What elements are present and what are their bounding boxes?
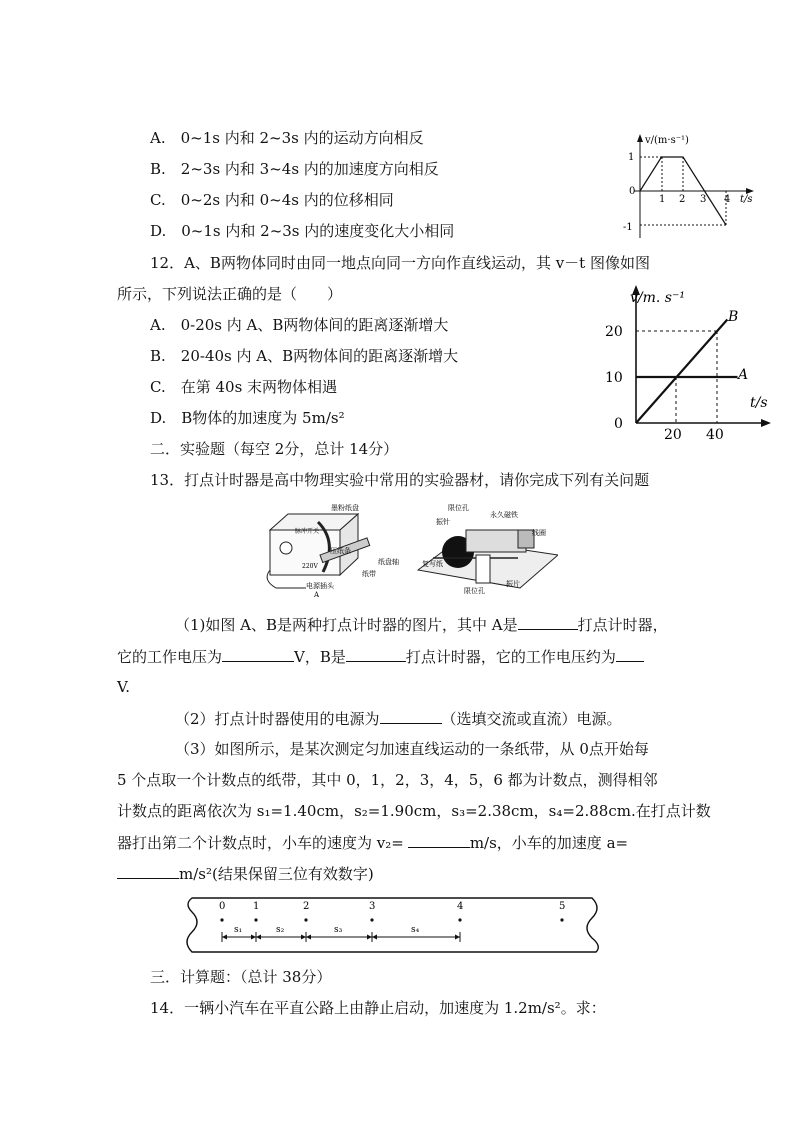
q12-xtick-40: 40 xyxy=(706,427,724,443)
q12-series-b-line xyxy=(636,320,727,424)
answer-blank-acceleration[interactable] xyxy=(117,862,179,879)
fig-a-label-a: A xyxy=(314,591,320,599)
fig-a-label-press-strip: 压纸条 xyxy=(330,547,351,555)
q11-xtick-3: 3 xyxy=(700,194,707,205)
q13-part1-text-c: 它的工作电压为 xyxy=(117,648,223,666)
q12-series-b-label: B xyxy=(728,309,739,325)
q13-part3-line2: 5 个点取一个计数点的纸带，其中 0，1，2，3，4，5，6 都为计数点，测得相邻 xyxy=(117,771,658,789)
answer-blank-b-voltage[interactable] xyxy=(616,645,644,662)
q11-vt-graph xyxy=(620,130,760,242)
tape-segment-label: s₂ xyxy=(276,925,285,935)
q11-y-arrow xyxy=(637,134,643,142)
fig-a-label-disc-axis: 纸盘轴 xyxy=(378,558,399,566)
tape-point-dot xyxy=(458,918,461,921)
tape-point-label: 3 xyxy=(369,901,376,912)
q13-part1-line2 xyxy=(117,645,644,668)
fig-a-label-toner-disc: 墨粉纸盘 xyxy=(331,504,359,512)
q11-option-b: B. 2~3s 内和 3~4s 内的加速度方向相反 xyxy=(150,160,439,178)
answer-blank-v2[interactable] xyxy=(408,831,470,848)
answer-blank-a-voltage[interactable] xyxy=(222,645,294,662)
q11-xtick-4: 4 xyxy=(724,194,731,205)
section3-heading: 三．计算题：（总计 38分） xyxy=(150,968,332,986)
q12-ytick-10: 10 xyxy=(605,370,623,386)
q14-stem: 14．一辆小汽车在平直公路上由静止启动，加速度为 1.2m/s²。求： xyxy=(150,999,606,1017)
tape-point-dot xyxy=(220,918,223,921)
figure-b-timer xyxy=(418,530,558,588)
q12-vt-graph xyxy=(596,283,776,443)
fig-b-label-limit-hole-bottom: 限位孔 xyxy=(464,587,485,595)
tape-point-dot xyxy=(304,918,307,921)
tape-segment-label: s₁ xyxy=(234,925,243,935)
q13-part3-line5 xyxy=(117,862,374,885)
fig-a-label-plug: 电源插头 xyxy=(306,582,334,590)
tape-point-label: 1 xyxy=(253,901,260,912)
q11-option-a: A. 0~1s 内和 2~3s 内的运动方向相反 xyxy=(150,129,424,147)
q13-part1-text-e: 打点计时器，它的工作电压约为 xyxy=(405,648,616,666)
q11-xlabel: t/s xyxy=(740,194,753,205)
q12-option-c: C. 在第 40s 末两物体相遇 xyxy=(150,378,338,396)
fig-a-label-pulse-switch: 脉冲开关 xyxy=(295,528,320,535)
answer-blank-power-type[interactable] xyxy=(380,707,442,724)
tape-point-dot xyxy=(370,918,373,921)
paper-tape-outline xyxy=(187,898,598,952)
tape-segment-label: s₄ xyxy=(411,925,420,935)
q12-xlabel: t/s xyxy=(750,395,768,411)
q11-ytick-0: 0 xyxy=(629,186,636,197)
fig-b-label-needle: 振针 xyxy=(436,518,450,526)
tape-point-dot xyxy=(560,918,563,921)
q12-x-arrow xyxy=(761,419,771,427)
q13-part2-text-b: （选填交流或直流）电源。 xyxy=(441,710,622,728)
q13-part2-text-a: （2）打点计时器使用的电源为 xyxy=(175,710,380,728)
q13-part3-line4 xyxy=(117,831,628,854)
q13-part2-line xyxy=(175,707,622,730)
q13-timer-figures xyxy=(258,500,558,600)
pulse-switch-icon xyxy=(280,542,292,554)
tape-point-label: 2 xyxy=(303,901,310,912)
tape-point-dot xyxy=(254,918,257,921)
q12-option-a: A. 0-20s 内 A、B两物体间的距离逐渐增大 xyxy=(150,316,449,334)
q13-part3-text-unit: m/s²(结果保留三位有效数字) xyxy=(179,865,374,883)
paper-tape-figure xyxy=(180,892,610,958)
q13-stem: 13．打点计时器是高中物理实验中常用的实验器材，请你完成下列有关问题 xyxy=(150,471,650,489)
q13-part3-text-v2: 器打出第二个计数点时，小车的速度为 v₂= xyxy=(117,834,404,852)
q12-stem-line1: 12．A、B两物体同时由同一地点向同一方向作直线运动，其 v－t 图像如图 xyxy=(150,254,650,272)
fig-b-label-vibrator: 振片 xyxy=(506,580,520,588)
fig-b-label-coil: 线圈 xyxy=(532,529,546,537)
q13-part1-text-f: V. xyxy=(117,678,130,696)
section2-heading: 二．实验题（每空 2分，总计 14分） xyxy=(150,440,399,458)
fig-b-label-magnet: 永久磁铁 xyxy=(490,511,518,519)
q12-stem-line2: 所示，下列说法正确的是（ ） xyxy=(117,285,343,303)
fig-a-label-paper-tape: 纸带 xyxy=(362,570,376,578)
q12-series-a-label: A xyxy=(738,367,749,383)
fig-a-label-220v: 220V xyxy=(302,563,318,570)
q13-part3-text-a: m/s，小车的加速度 a= xyxy=(469,834,629,852)
q11-ytick-neg1: -1 xyxy=(623,222,633,233)
fig-b-label-limit-hole-top: 限位孔 xyxy=(448,504,469,512)
q11-xtick-1: 1 xyxy=(659,194,666,205)
q13-part3-line3: 计数点的距离依次为 s₁=1.40cm，s₂=1.90cm，s₃=2.38cm，s₄=2.88cm.在打点计数 xyxy=(117,802,711,820)
q13-part1-text-b: 打点计时器， xyxy=(577,616,668,634)
q12-ytick-0: 0 xyxy=(614,416,623,432)
q11-ylabel: v/(m·s⁻¹) xyxy=(645,135,689,146)
q11-xtick-2: 2 xyxy=(679,194,686,205)
q13-part1-text-a: （1)如图 A、B是两种打点计时器的图片，其中 A是 xyxy=(175,616,518,634)
q13-part1-line1 xyxy=(175,613,668,636)
figure-a-timer-box xyxy=(267,514,370,588)
q11-option-d: D. 0~1s 内和 2~3s 内的速度变化大小相同 xyxy=(150,222,455,240)
q13-part3-line1: （3）如图所示，是某次测定匀加速直线运动的一条纸带，从 0点开始每 xyxy=(175,740,649,758)
tape-segment-label: s₃ xyxy=(334,925,343,935)
q12-xtick-20: 20 xyxy=(664,427,682,443)
q11-option-c: C. 0~2s 内和 0~4s 内的位移相同 xyxy=(150,191,394,209)
q12-ylabel: v/m. s⁻¹ xyxy=(630,290,685,306)
q13-part1-text-d: V，B是 xyxy=(294,648,346,666)
tape-point-label: 4 xyxy=(457,901,464,912)
q11-ytick-1: 1 xyxy=(628,152,635,163)
fig-b-label-carbon-paper: 复写纸 xyxy=(422,560,443,568)
answer-blank-b-type[interactable] xyxy=(346,645,406,662)
tape-point-label: 0 xyxy=(219,901,226,912)
tape-point-label: 5 xyxy=(559,901,566,912)
q12-option-d: D. B物体的加速度为 5m/s² xyxy=(150,409,345,427)
q12-option-b: B. 20-40s 内 A、B两物体间的距离逐渐增大 xyxy=(150,347,459,365)
answer-blank-a-type[interactable] xyxy=(518,613,578,630)
q12-ytick-20: 20 xyxy=(605,324,623,340)
